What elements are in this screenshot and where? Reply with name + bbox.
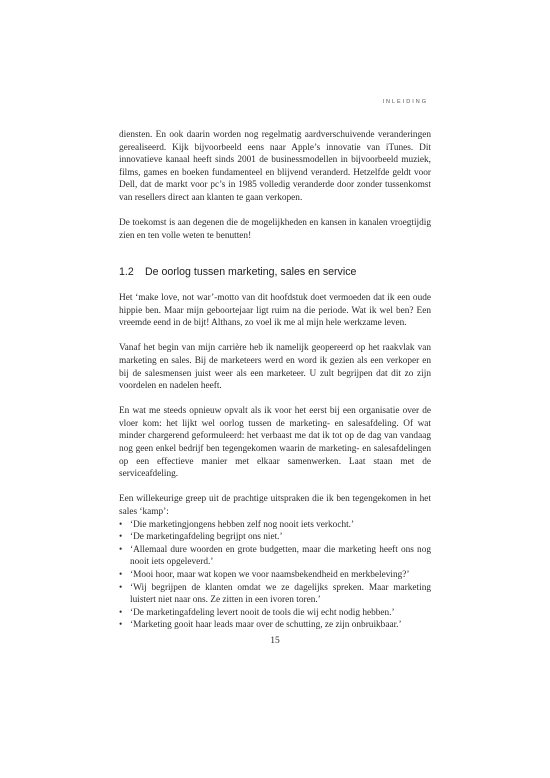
- list-item: • ‘Marketing gooit haar leads maar over de schutting, ze zijn onbruikbaar.’: [119, 619, 431, 632]
- paragraph-body-2: Vanaf het begin van mijn carrière heb ik namelijk geopereerd op het raakvlak van marketing en sales. Bij de marketeers werd en word ik gezien als een verkoper en bij de salesmensen juist weer als een marketeer. U zult begrijpen dat dit zo zijn voordelen en nadelen heeft.: [119, 343, 431, 392]
- paragraph-body-4: Een willekeurige greep uit de prachtige uitspraken die ik ben tegengekomen in het sales ‘kamp’:: [119, 494, 431, 518]
- paragraph-intro-1: diensten. En ook daarin worden nog regelmatig aardverschuivende veranderingen gerealiseerd. Kijk bijvoorbeeld eens naar Apple’s innovatie van iTunes. Dit innovatieve kanaal heeft sinds 2001 de businessmodellen in bijvoorbeeld muziek, films, games en boeken fundamenteel en blijvend veranderd. Hetzelfde geldt voor Dell, dat de markt voor pc’s in 1985 volledig veranderde door zonder tussenkomst van resellers direct aan klanten te gaan verkopen.: [119, 130, 431, 203]
- list-item: • ‘Mooi hoor, maar wat kopen we voor naamsbekendheid en merkbeleving?’: [119, 569, 431, 582]
- list-item: • ‘Die marketingjongens hebben zelf nog nooit iets verkocht.’: [119, 519, 431, 532]
- section-heading: [119, 266, 431, 279]
- body-text: [119, 129, 431, 632]
- list-item: • ‘De marketingafdeling levert nooit de tools die wij echt nodig hebben.’: [119, 607, 431, 620]
- section-title: De oorlog tussen marketing, sales en service: [145, 266, 357, 279]
- running-head: INLEIDING: [382, 99, 428, 105]
- list-item: • ‘De marketingafdeling begrijpt ons niet.’: [119, 531, 431, 544]
- list-item: • ‘Allemaal dure woorden en grote budgetten, maar die marketing heeft ons nog nooit iets opgeleverd.’: [119, 544, 431, 569]
- paragraph-intro-2: De toekomst is aan degenen die de mogelijkheden en kansen in kanalen vroegtijdig zien en ten volle weten te benutten!: [119, 218, 431, 241]
- paragraph-body-3: En wat me steeds opnieuw opvalt als ik voor het eerst bij een organisatie over de vloer kom: het lijkt wel oorlog tussen de marketing- en salesafdeling. Of wat minder chargerend geformuleerd: het verbaast me dat ik tot op de dag van vandaag nog geen enkel bedrijf ben tegengekomen waarin de marketing- en salesafdelingen op een effectieve manier met elkaar samenwerken. Laat staan met de serviceafdeling.: [119, 406, 431, 480]
- quote-list: [119, 519, 431, 632]
- list-item: • ‘Wij begrijpen de klanten omdat we ze dagelijks spreken. Maar marketing luistert niet naar ons. Ze zitten in een ivoren toren.’: [119, 582, 431, 607]
- section-number: 1.2: [119, 266, 134, 279]
- page-number: 15: [270, 636, 280, 646]
- paragraph-body-1: Het ‘make love, not war’-motto van dit hoofdstuk doet vermoeden dat ik een oude hippie ben. Maar mijn geboortejaar ligt ruim na die periode. Wat ik wel ben? Een vreemde eend in de bijt! Althans, zo voel ik me al mijn hele werkzame leven.: [119, 292, 431, 329]
